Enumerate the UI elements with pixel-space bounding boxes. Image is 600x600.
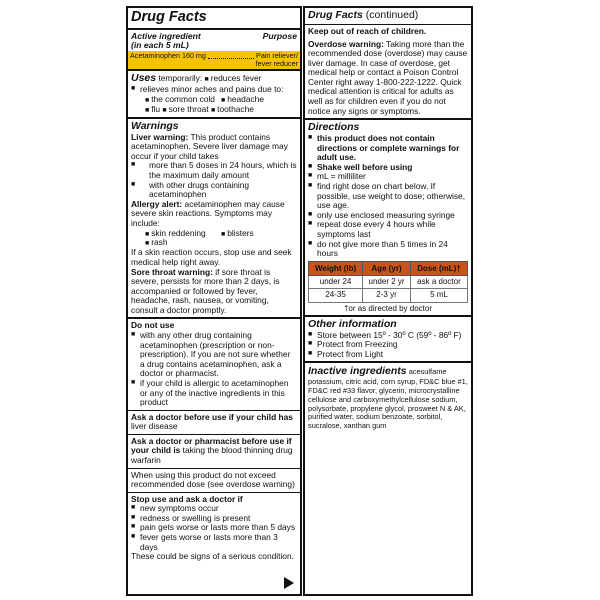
directions-item-7: ■ do not give more than 5 times in 24 hours	[308, 240, 468, 259]
liver-warning-item-2: ■ with other drugs containing acetaminophen	[131, 181, 297, 200]
do-not-use-heading: Do not use	[131, 320, 175, 331]
sore-throat-text: if sore throat is severe, persists for more than 2 days, is accompanied or followed by fever, headache, rash, nausea, or vomiting, consult a doctor promptly.	[131, 266, 280, 315]
ask-pharmacist-section	[128, 435, 300, 469]
keep-out-text: Keep out of reach of children.	[308, 25, 427, 36]
table-cell: under 2 yr	[363, 275, 411, 288]
dosing-note: †or as directed by doctor	[343, 303, 433, 313]
stop-use-section	[128, 493, 300, 564]
purpose-heading: Purpose	[262, 30, 297, 41]
table-row	[309, 289, 468, 302]
ask-doctor-text: liver disease	[131, 421, 178, 432]
active-ingredient-heading: Active ingredient	[131, 30, 201, 41]
table-cell: 24-35	[309, 289, 363, 302]
uses-sub-toothache: ■ toothache	[211, 104, 254, 114]
uses-item-fever: ■ reduces fever	[205, 73, 262, 83]
liver-warning-text: This product contains acetaminophen. Severe liver damage may occur if your child takes	[131, 131, 288, 161]
ask-pharmacist-text: taking the blood thinning drug warfarin	[131, 445, 293, 465]
directions-section	[305, 120, 471, 316]
do-not-use-item-1: ■ with any other drug containing acetaminophen (prescription or non-prescription). If you are not sure whether a drug contains acetaminophen, ask a doctor or pharmacist.	[131, 331, 297, 379]
other-info-item-3: ■ Protect from Light	[308, 350, 468, 360]
directions-item-5: ■ only use enclosed measuring syringe	[308, 211, 468, 221]
stop-use-item-1: ■ new symptoms occur	[131, 504, 297, 514]
dosing-table	[308, 261, 468, 303]
ask-doctor-heading: Ask a doctor before use if your child has	[131, 411, 293, 422]
other-information-heading: Other information	[308, 317, 397, 330]
ask-doctor-section	[128, 411, 300, 435]
overdose-text: Taking more than the recommended dose (overdose) may cause liver damage. In case of overdose, get medical help or contact a Poison Control Center right away 1-800-222-1222. Quick medical attention is critical for adults as well as for children even if you do not notice any signs or symptoms.	[308, 38, 468, 116]
inactive-ingredients-section	[305, 363, 471, 433]
overdose-label: Overdose warning:	[308, 38, 384, 49]
stop-use-followup: These could be signs of a serious condition.	[131, 551, 294, 562]
uses-heading: Uses	[131, 72, 157, 85]
uses-sub-headache: ■ headache	[221, 95, 297, 105]
continue-arrow-icon	[284, 577, 294, 589]
stop-use-item-3: ■ pain gets worse or lasts more than 5 days	[131, 523, 297, 533]
directions-item-2: ■ Shake well before using	[308, 163, 468, 173]
continued-suffix: (continued)	[365, 9, 419, 21]
dosing-header-dose: Dose (mL)†	[410, 261, 467, 275]
table-cell: under 24	[309, 275, 363, 288]
warnings-section	[128, 119, 300, 320]
active-ingredient-subheading: (in each 5 mL)	[131, 39, 189, 50]
dosing-header-weight: Weight (lb)	[309, 261, 363, 275]
dosing-table-header	[309, 261, 468, 275]
table-cell: 5 mL	[410, 289, 467, 302]
liver-warning-label: Liver warning:	[131, 131, 189, 142]
other-info-item-1: ■ Store between 15º - 30º C (59º - 86º F)	[308, 331, 468, 341]
continued-title-section	[305, 8, 471, 25]
active-ingredient-row	[128, 51, 300, 69]
stop-use-item-4: ■ fever gets worse or lasts more than 3 days	[131, 533, 297, 552]
warnings-heading: Warnings	[131, 119, 179, 132]
allergy-alert-text: acetaminophen may cause severe skin reactions. Symptoms may include:	[131, 198, 285, 228]
allergy-followup-text: If a skin reaction occurs, stop use and seek medical help right away.	[131, 247, 292, 268]
liver-warning-item-1: ■ more than 5 doses in 24 hours, which is the maximum daily amount	[131, 161, 297, 180]
allergy-alert-label: Allergy alert:	[131, 198, 183, 209]
uses-sub-cold: ■ the common cold	[145, 95, 221, 105]
allergy-sub-blisters: ■ blisters	[221, 229, 297, 239]
sore-throat-label: Sore throat warning:	[131, 266, 213, 277]
uses-section	[128, 71, 300, 118]
other-info-item-2: ■ Protect from Freezing	[308, 340, 468, 350]
do-not-use-section	[128, 319, 300, 410]
active-ingredient-section	[128, 30, 300, 72]
other-information-section	[305, 317, 471, 364]
when-using-text: When using this product do not exceed recommended dose (see overdose warning)	[131, 469, 295, 490]
inactive-ingredients-text: acesulfame potassium, citric acid, corn syrup, FD&C blue #1, FD&C red #33 flavor, glycerin, microcrystalline cellulose and carboxymethylcellulose sodium, polysorbate, propylene glycol, prosweet N & AK, purified water, sodium benzoate, sorbitol, sucralose, xanthan gum	[308, 367, 468, 431]
directions-item-4: ■ find right dose on chart below. If possible, use weight to dose; otherwise, use age.	[308, 182, 468, 211]
continued-title: Drug Facts	[308, 9, 363, 21]
table-cell: 2-3 yr	[363, 289, 411, 302]
uses-sub-sore-throat: ■ sore throat	[162, 104, 208, 114]
drug-facts-panel-right	[303, 6, 473, 596]
keep-out-overdose-section	[305, 25, 471, 120]
dosing-header-age: Age (yr)	[363, 261, 411, 275]
drug-facts-title-section	[128, 8, 300, 30]
purpose-line-2: fever reducer	[255, 59, 298, 69]
purpose-line-1: Pain reliever/	[256, 51, 298, 61]
uses-item-aches: ■ relieves minor aches and pains due to:	[131, 85, 297, 95]
stop-use-item-2: ■ redness or swelling is present	[131, 514, 297, 524]
drug-facts-panel-left	[126, 6, 302, 596]
directions-item-1: ■ this product does not contain directions or complete warnings for adult use.	[308, 134, 468, 163]
allergy-sub-rash: ■ rash	[145, 237, 167, 247]
uses-intro: temporarily:	[158, 73, 203, 84]
ingredient-name: Acetaminophen 160 mg	[130, 51, 206, 61]
allergy-sub-reddening: ■ skin reddening	[145, 229, 221, 239]
directions-item-6: ■ repeat dose every 4 hours while symptoms last	[308, 220, 468, 239]
when-using-section	[128, 469, 300, 493]
stop-use-heading: Stop use and ask a doctor if	[131, 493, 243, 504]
uses-sub-flu: ■ flu	[145, 104, 160, 114]
table-row	[309, 275, 468, 288]
directions-item-3: ■ mL = milliliter	[308, 172, 468, 182]
table-cell: ask a doctor	[410, 275, 467, 288]
do-not-use-item-2: ■ if your child is allergic to acetaminophen or any of the inactive ingredients in this product	[131, 379, 297, 408]
directions-heading: Directions	[308, 121, 360, 134]
drug-facts-title: Drug Facts	[131, 9, 207, 25]
ask-pharmacist-heading: Ask a doctor or pharmacist before use if your child is	[131, 435, 292, 456]
inactive-ingredients-heading: Inactive ingredients	[308, 365, 407, 378]
